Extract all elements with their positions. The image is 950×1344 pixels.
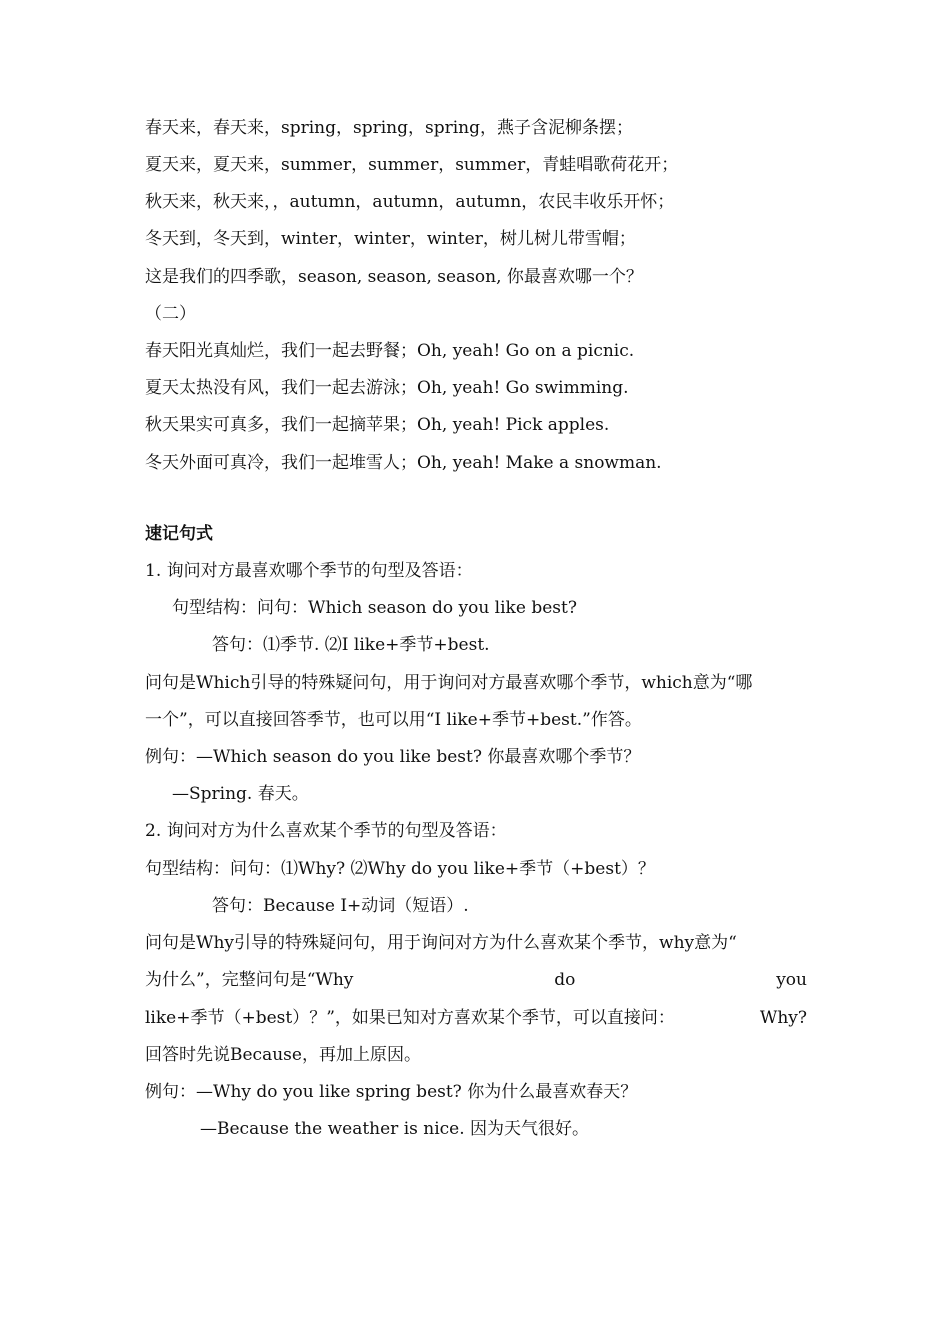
- q2-explanation-3: [145, 1007, 807, 1029]
- song-line-4: 冬天到，冬天到，winter，winter，winter，树儿树儿带雪帽；: [145, 229, 636, 249]
- section-title: 速记句式: [145, 524, 213, 544]
- song-line-5: 这是我们的四季歌，season, season, season, 你最喜欢哪一个？: [145, 267, 643, 287]
- part2-line-3: 秋天果实可真多，我们一起摘苹果；Oh, yeah! Pick apples.: [145, 415, 610, 435]
- q2-explanation-2: [145, 969, 807, 991]
- q1-answer: 答句：⑴季节. ⑵I like+季节+best.: [212, 635, 490, 655]
- q2-example-question: 例句：—Why do you like spring best? 你为什么最喜欢春天？: [145, 1082, 638, 1102]
- q1-structure: 句型结构：问句：Which season do you like best?: [172, 598, 577, 618]
- part2-heading: （二）: [145, 304, 196, 324]
- part2-line-4: 冬天外面可真冷，我们一起堆雪人；Oh, yeah! Make a snowman.: [145, 453, 662, 473]
- q1-explanation-1: 问句是Which引导的特殊疑问句，用于询问对方最喜欢哪个季节，which意为“哪: [145, 673, 753, 693]
- song-line-1: 春天来，春天来，spring，spring，spring，燕子含泥柳条摆；: [145, 118, 634, 138]
- part2-line-2: 夏天太热没有风，我们一起去游泳；Oh, yeah! Go swimming.: [145, 378, 629, 398]
- q2-explanation-2-b: do: [554, 970, 576, 990]
- q2-explanation-4: 回答时先说Because，再加上原因。: [145, 1045, 421, 1065]
- q1-title: 1. 询问对方最喜欢哪个季节的句型及答语：: [145, 561, 473, 581]
- q1-explanation-2: 一个”，可以直接回答季节，也可以用“I like+季节+best.”作答。: [145, 710, 642, 730]
- song-line-2: 夏天来，夏天来，summer，summer，summer，青蛙唱歌荷花开；: [145, 155, 679, 175]
- q2-answer: 答句：Because I+动词（短语）.: [212, 896, 469, 916]
- part2-line-1: 春天阳光真灿烂，我们一起去野餐；Oh, yeah! Go on a picnic.: [145, 341, 635, 361]
- q2-explanation-2-a: 为什么”，完整问句是“Why: [145, 970, 354, 990]
- q2-example-answer: —Because the weather is nice. 因为天气很好。: [200, 1119, 590, 1139]
- q2-explanation-3-a: like+季节（+best）？”，如果已知对方喜欢某个季节，可以直接问：: [145, 1008, 675, 1028]
- song-line-3: 秋天来，秋天来，，autumn，autumn，autumn，农民丰收乐开怀；: [145, 192, 675, 212]
- q1-example-question: 例句：—Which season do you like best? 你最喜欢哪个季节？: [145, 747, 641, 767]
- q2-structure: 句型结构：问句：⑴Why? ⑵Why do you like+季节（+best）？: [145, 859, 655, 879]
- q2-explanation-3-b: Why?: [759, 1008, 807, 1028]
- q1-example-answer: —Spring. 春天。: [172, 784, 309, 804]
- q2-title: 2. 询问对方为什么喜欢某个季节的句型及答语：: [145, 821, 507, 841]
- q2-explanation-1: 问句是Why引导的特殊疑问句，用于询问对方为什么喜欢某个季节，why意为“: [145, 933, 737, 953]
- q2-explanation-2-c: you: [776, 970, 807, 990]
